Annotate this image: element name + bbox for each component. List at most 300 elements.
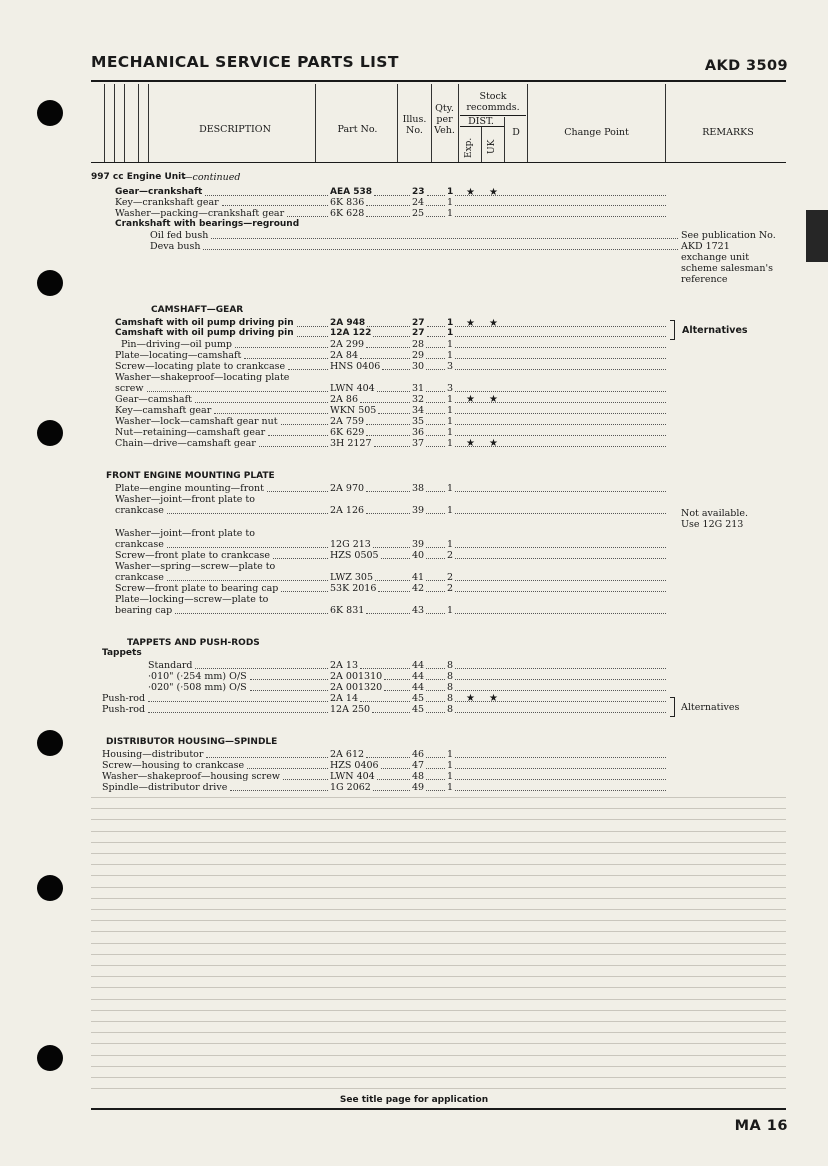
illus-number: 39 xyxy=(412,539,425,550)
ruled-line xyxy=(91,819,786,820)
qty-per-vehicle: 1 xyxy=(447,208,454,219)
part-number: 2A 612 xyxy=(330,749,365,760)
qty-per-vehicle: 1 xyxy=(447,197,454,208)
leader-dots xyxy=(455,513,666,514)
leader-dots xyxy=(427,326,445,327)
col-stock-line1: Stock xyxy=(479,91,507,102)
illus-number: 42 xyxy=(412,583,425,594)
leader-dots xyxy=(203,249,678,250)
table-row xyxy=(0,782,828,794)
col-stock-line2: recommds. xyxy=(466,102,520,113)
qty-per-vehicle: 1 xyxy=(447,749,454,760)
part-number: 2A 759 xyxy=(330,416,365,427)
part-number: 2A 948 xyxy=(330,318,366,328)
leader-dots xyxy=(148,712,328,713)
leader-dots xyxy=(366,435,410,436)
ruled-line xyxy=(91,965,786,966)
illus-number: 46 xyxy=(412,749,425,760)
leader-dots xyxy=(455,347,666,348)
remark-crankshaft xyxy=(681,230,776,285)
part-description: Housing—distributor xyxy=(102,749,204,760)
part-description: Spindle—distributor drive xyxy=(102,782,228,793)
illus-number: 48 xyxy=(412,771,425,782)
leader-dots xyxy=(235,347,328,348)
ruled-line xyxy=(91,931,786,932)
part-description: crankcase xyxy=(115,572,164,583)
illus-number: 38 xyxy=(412,483,425,494)
leader-dots xyxy=(426,712,445,713)
illus-number: 27 xyxy=(412,318,425,328)
leader-dots xyxy=(283,779,328,780)
remark-line: AKD 1721 xyxy=(681,241,730,252)
part-description: Washer—joint—front plate to xyxy=(115,494,255,505)
illus-number: 44 xyxy=(412,660,425,671)
part-description: TAPPETS AND PUSH-RODS xyxy=(127,638,260,648)
leader-dots xyxy=(426,591,445,592)
part-number: 12G 213 xyxy=(330,539,371,550)
qty-per-vehicle: 2 xyxy=(447,572,454,583)
leader-dots xyxy=(378,591,410,592)
leader-dots xyxy=(455,435,666,436)
ruled-line xyxy=(91,920,786,921)
illus-number: 23 xyxy=(412,187,425,197)
part-number: 53K 2016 xyxy=(330,583,377,594)
part-number: 2A 13 xyxy=(330,660,359,671)
leader-dots xyxy=(455,558,666,559)
leader-dots xyxy=(426,580,445,581)
leader-dots xyxy=(175,613,328,614)
ruled-line xyxy=(91,808,786,809)
remark-line: scheme salesman's xyxy=(681,263,773,274)
ruled-line xyxy=(91,976,786,977)
illus-number: 41 xyxy=(412,572,425,583)
illus-number: 34 xyxy=(412,405,425,416)
part-description: Camshaft with oil pump driving pin xyxy=(115,318,294,328)
leader-dots xyxy=(426,768,445,769)
qty-per-vehicle: 1 xyxy=(447,438,454,449)
leader-dots xyxy=(366,205,410,206)
part-number: 6K 628 xyxy=(330,208,365,219)
col-illus-line1: Illus. xyxy=(402,114,427,125)
ruled-line xyxy=(91,1021,786,1022)
leader-dots xyxy=(360,668,410,669)
illus-number: 43 xyxy=(412,605,425,616)
leader-dots xyxy=(297,336,328,337)
remark-line: Not available. xyxy=(681,508,749,519)
qty-per-vehicle: 1 xyxy=(447,427,454,438)
remark-washer-not-available xyxy=(681,508,748,530)
part-description: Key—camshaft gear xyxy=(115,405,212,416)
illus-number: 44 xyxy=(412,671,425,682)
qty-per-vehicle: 8 xyxy=(447,704,454,715)
leader-dots xyxy=(381,558,410,559)
col-uk: UK xyxy=(487,139,497,154)
leader-dots xyxy=(288,369,328,370)
leader-dots xyxy=(426,779,445,780)
leader-dots xyxy=(426,668,445,669)
leader-dots xyxy=(455,580,666,581)
leader-dots xyxy=(455,205,666,206)
part-description: Pin—driving—oil pump xyxy=(121,339,232,350)
leader-dots xyxy=(426,424,445,425)
leader-dots xyxy=(366,424,410,425)
part-description: Screw—locating plate to crankcase xyxy=(115,361,286,372)
qty-per-vehicle: 3 xyxy=(447,361,454,372)
leader-dots xyxy=(427,336,445,337)
leader-dots xyxy=(426,402,445,403)
part-number: 6K 629 xyxy=(330,427,365,438)
part-number: 2A 001320 xyxy=(330,682,383,693)
table-row xyxy=(0,438,828,450)
leader-dots xyxy=(455,701,666,702)
part-description: Chain—drive—camshaft gear xyxy=(115,438,256,449)
part-number: 2A 126 xyxy=(330,505,365,516)
part-description: Screw—housing to crankcase xyxy=(102,760,245,771)
leader-dots xyxy=(455,613,666,614)
leader-dots xyxy=(455,195,666,196)
leader-dots xyxy=(222,205,328,206)
part-description: Washer—shakeproof—locating plate xyxy=(115,372,290,383)
leader-dots xyxy=(167,580,328,581)
section-heading xyxy=(0,172,828,184)
page-number: MA 16 xyxy=(734,1118,788,1134)
part-description: Screw—front plate to crankcase xyxy=(115,550,271,561)
leader-dots xyxy=(373,336,410,337)
ruled-line xyxy=(91,898,786,899)
ruled-line xyxy=(91,887,786,888)
ruled-line xyxy=(91,999,786,1000)
leader-dots xyxy=(366,757,410,758)
qty-per-vehicle: 2 xyxy=(447,550,454,561)
stock-uk-star: ★ xyxy=(489,187,498,198)
qty-per-vehicle: 1 xyxy=(447,760,454,771)
remark-line: See publication No. xyxy=(681,230,776,241)
ruled-line xyxy=(91,853,786,854)
part-number: 12A 250 xyxy=(330,704,371,715)
leader-dots xyxy=(384,690,410,691)
qty-per-vehicle: 1 xyxy=(447,539,454,550)
leader-dots xyxy=(426,205,445,206)
part-description: Washer—lock—camshaft gear nut xyxy=(115,416,278,427)
section-title: 997 cc Engine Unit xyxy=(91,172,186,182)
illus-number: 28 xyxy=(412,339,425,350)
leader-dots xyxy=(426,613,445,614)
illus-number: 24 xyxy=(412,197,425,208)
part-description: Deva bush xyxy=(150,241,201,252)
part-description: Washer—joint—front plate to xyxy=(115,528,255,539)
illus-number: 49 xyxy=(412,782,425,793)
illus-number: 32 xyxy=(412,394,425,405)
part-number: LWN 404 xyxy=(330,383,375,394)
leader-dots xyxy=(372,712,410,713)
remark-line: Use 12G 213 xyxy=(681,519,744,530)
leader-dots xyxy=(455,358,666,359)
leader-dots xyxy=(247,768,328,769)
leader-dots xyxy=(426,790,445,791)
leader-dots xyxy=(377,779,410,780)
qty-per-vehicle: 8 xyxy=(447,693,454,704)
ruled-line xyxy=(91,1032,786,1033)
binder-hole xyxy=(37,270,63,296)
qty-per-vehicle: 1 xyxy=(447,187,454,197)
leader-dots xyxy=(214,413,328,414)
illus-number: 35 xyxy=(412,416,425,427)
leader-dots xyxy=(287,216,328,217)
ruled-line xyxy=(91,943,786,944)
stock-uk-star: ★ xyxy=(489,438,498,449)
stock-exp-star: ★ xyxy=(466,438,475,449)
leader-dots xyxy=(426,391,445,392)
leader-dots xyxy=(382,369,410,370)
leader-dots xyxy=(374,195,410,196)
part-description: crankcase xyxy=(115,539,164,550)
leader-dots xyxy=(426,216,445,217)
part-number: HNS 0406 xyxy=(330,361,381,372)
leader-dots xyxy=(366,613,410,614)
qty-per-vehicle: 1 xyxy=(447,483,454,494)
binder-hole xyxy=(37,100,63,126)
part-number: HZS 0406 xyxy=(330,760,379,771)
leader-dots xyxy=(426,347,445,348)
leader-dots xyxy=(281,591,328,592)
header-rule xyxy=(91,80,786,82)
ruled-line xyxy=(91,1077,786,1078)
part-number: LWZ 305 xyxy=(330,572,374,583)
leader-dots xyxy=(455,712,666,713)
qty-per-vehicle: 1 xyxy=(447,416,454,427)
ruled-line xyxy=(91,1055,786,1056)
stock-uk-star: ★ xyxy=(489,693,498,704)
illus-number: 37 xyxy=(412,438,425,449)
part-description: ·020" (·508 mm) O/S xyxy=(148,682,247,693)
part-description: Camshaft with oil pump driving pin xyxy=(115,328,294,338)
ruled-line xyxy=(91,797,786,798)
leader-dots xyxy=(360,701,410,702)
leader-dots xyxy=(373,790,410,791)
ruled-line xyxy=(91,864,786,865)
leader-dots xyxy=(455,369,666,370)
table-row xyxy=(0,605,828,617)
leader-dots xyxy=(360,402,410,403)
part-description: crankcase xyxy=(115,505,164,516)
part-description: CAMSHAFT—GEAR xyxy=(151,305,244,315)
qty-per-vehicle: 8 xyxy=(447,660,454,671)
ruled-line xyxy=(91,842,786,843)
part-description: DISTRIBUTOR HOUSING—SPINDLE xyxy=(106,737,278,747)
part-description: FRONT ENGINE MOUNTING PLATE xyxy=(106,471,275,481)
part-number: 2A 84 xyxy=(330,350,359,361)
illus-number: 29 xyxy=(412,350,425,361)
table-row xyxy=(0,305,828,317)
qty-per-vehicle: 8 xyxy=(447,682,454,693)
part-description: Washer—packing—crankshaft gear xyxy=(115,208,285,219)
leader-dots xyxy=(366,216,410,217)
binder-hole xyxy=(37,1045,63,1071)
qty-per-vehicle: 8 xyxy=(447,671,454,682)
remark-line: reference xyxy=(681,274,728,285)
col-description: DESCRIPTION xyxy=(199,124,271,135)
illus-number: 45 xyxy=(412,704,425,715)
illus-number: 40 xyxy=(412,550,425,561)
illus-number: 31 xyxy=(412,383,425,394)
leader-dots xyxy=(426,413,445,414)
remark-camshaft-alternatives: Alternatives xyxy=(682,325,748,336)
leader-dots xyxy=(167,547,328,548)
part-number: 6K 836 xyxy=(330,197,365,208)
leader-dots xyxy=(384,679,410,680)
stock-exp-star: ★ xyxy=(466,693,475,704)
stock-exp-star: ★ xyxy=(466,187,475,198)
part-number: AEA 538 xyxy=(330,187,372,197)
leader-dots xyxy=(366,513,410,514)
leader-dots xyxy=(426,369,445,370)
part-description: ·010" (·254 mm) O/S xyxy=(148,671,247,682)
part-description: Plate—locking—screw—plate to xyxy=(115,594,269,605)
col-remarks: REMARKS xyxy=(702,127,754,138)
ruled-line xyxy=(91,1010,786,1011)
leader-dots xyxy=(244,358,328,359)
ruled-line xyxy=(91,987,786,988)
leader-dots xyxy=(426,701,445,702)
qty-per-vehicle: 1 xyxy=(447,505,454,516)
qty-per-vehicle: 1 xyxy=(447,339,454,350)
leader-dots xyxy=(455,668,666,669)
part-description: Plate—engine mounting—front xyxy=(115,483,264,494)
ruled-line xyxy=(91,954,786,955)
leader-dots xyxy=(377,391,410,392)
leader-dots xyxy=(455,326,666,327)
leader-dots xyxy=(426,757,445,758)
leader-dots xyxy=(366,491,410,492)
leader-dots xyxy=(268,435,328,436)
bracket-camshaft xyxy=(670,320,675,340)
leader-dots xyxy=(195,668,328,669)
leader-dots xyxy=(230,790,328,791)
footer-note: See title page for application xyxy=(339,1095,489,1105)
leader-dots xyxy=(281,424,328,425)
leader-dots xyxy=(426,491,445,492)
part-number: 1G 2062 xyxy=(330,782,371,793)
qty-per-vehicle: 1 xyxy=(447,328,454,338)
part-description: Nut—retaining—camshaft gear xyxy=(115,427,266,438)
leader-dots xyxy=(455,591,666,592)
part-description: Push-rod xyxy=(102,693,146,704)
col-change-point: Change Point xyxy=(564,127,629,138)
col-dist: DIST. xyxy=(468,116,494,127)
leader-dots xyxy=(426,558,445,559)
part-number: 3H 2127 xyxy=(330,438,372,449)
leader-dots xyxy=(455,779,666,780)
leader-dots xyxy=(455,336,666,337)
table-row xyxy=(0,471,828,483)
part-description: Crankshaft with bearings—reground xyxy=(115,219,300,229)
part-number: 2A 14 xyxy=(330,693,359,704)
leader-dots xyxy=(426,513,445,514)
leader-dots xyxy=(455,690,666,691)
leader-dots xyxy=(167,513,328,514)
part-number: 2A 299 xyxy=(330,339,365,350)
part-description: Screw—front plate to bearing cap xyxy=(115,583,279,594)
leader-dots xyxy=(273,558,328,559)
leader-dots xyxy=(378,413,410,414)
page-title: MECHANICAL SERVICE PARTS LIST xyxy=(91,53,399,71)
stock-uk-star: ★ xyxy=(489,394,498,405)
leader-dots xyxy=(367,326,410,327)
leader-dots xyxy=(426,679,445,680)
part-number: 2A 86 xyxy=(330,394,359,405)
col-part-no: Part No. xyxy=(337,124,378,135)
leader-dots xyxy=(455,757,666,758)
leader-dots xyxy=(375,580,410,581)
leader-dots xyxy=(455,446,666,447)
leader-dots xyxy=(206,757,328,758)
col-d: D xyxy=(512,127,520,138)
part-number: 6K 831 xyxy=(330,605,365,616)
leader-dots xyxy=(426,435,445,436)
leader-dots xyxy=(426,446,445,447)
part-description: Push-rod xyxy=(102,704,146,715)
leader-dots xyxy=(373,547,410,548)
table-row xyxy=(0,737,828,749)
section-suffix: —continued xyxy=(183,172,241,183)
illus-number: 30 xyxy=(412,361,425,372)
binder-hole xyxy=(37,875,63,901)
leader-dots xyxy=(455,391,666,392)
leader-dots xyxy=(250,679,328,680)
part-number: HZS 0505 xyxy=(330,550,379,561)
part-number: 2A 001310 xyxy=(330,671,383,682)
part-description: Gear—camshaft xyxy=(115,394,192,405)
leader-dots xyxy=(381,768,410,769)
part-number: WKN 505 xyxy=(330,405,377,416)
col-qty-line1: Qty. xyxy=(435,103,454,114)
document-code: AKD 3509 xyxy=(704,58,788,74)
leader-dots xyxy=(455,679,666,680)
illus-number: 44 xyxy=(412,682,425,693)
leader-dots xyxy=(366,347,410,348)
qty-per-vehicle: 1 xyxy=(447,782,454,793)
leader-dots xyxy=(147,391,328,392)
leader-dots xyxy=(211,238,678,239)
stock-uk-star: ★ xyxy=(489,318,498,329)
leader-dots xyxy=(455,216,666,217)
leader-dots xyxy=(195,402,328,403)
qty-per-vehicle: 1 xyxy=(447,771,454,782)
leader-dots xyxy=(427,195,445,196)
col-qty-line3: Veh. xyxy=(434,125,455,136)
part-description: Washer—spring—screw—plate to xyxy=(115,561,276,572)
illus-number: 25 xyxy=(412,208,425,219)
part-description: Oil fed bush xyxy=(150,230,209,241)
col-qty-line2: per xyxy=(436,114,453,125)
part-description: Key—crankshaft gear xyxy=(115,197,219,208)
remark-pushrod-alternatives: Alternatives xyxy=(681,702,740,713)
illus-number: 36 xyxy=(412,427,425,438)
qty-per-vehicle: 1 xyxy=(447,605,454,616)
leader-dots xyxy=(426,358,445,359)
illus-number: 39 xyxy=(412,505,425,516)
part-number: 2A 970 xyxy=(330,483,365,494)
stock-exp-star: ★ xyxy=(466,394,475,405)
part-description: Washer—shakeproof—housing screw xyxy=(102,771,280,782)
leader-dots xyxy=(455,402,666,403)
bracket-pushrod xyxy=(670,697,675,717)
ruled-line xyxy=(91,1043,786,1044)
illus-number: 45 xyxy=(412,693,425,704)
remark-line: exchange unit xyxy=(681,252,750,263)
part-description: bearing cap xyxy=(115,605,173,616)
part-description: screw xyxy=(115,383,144,394)
